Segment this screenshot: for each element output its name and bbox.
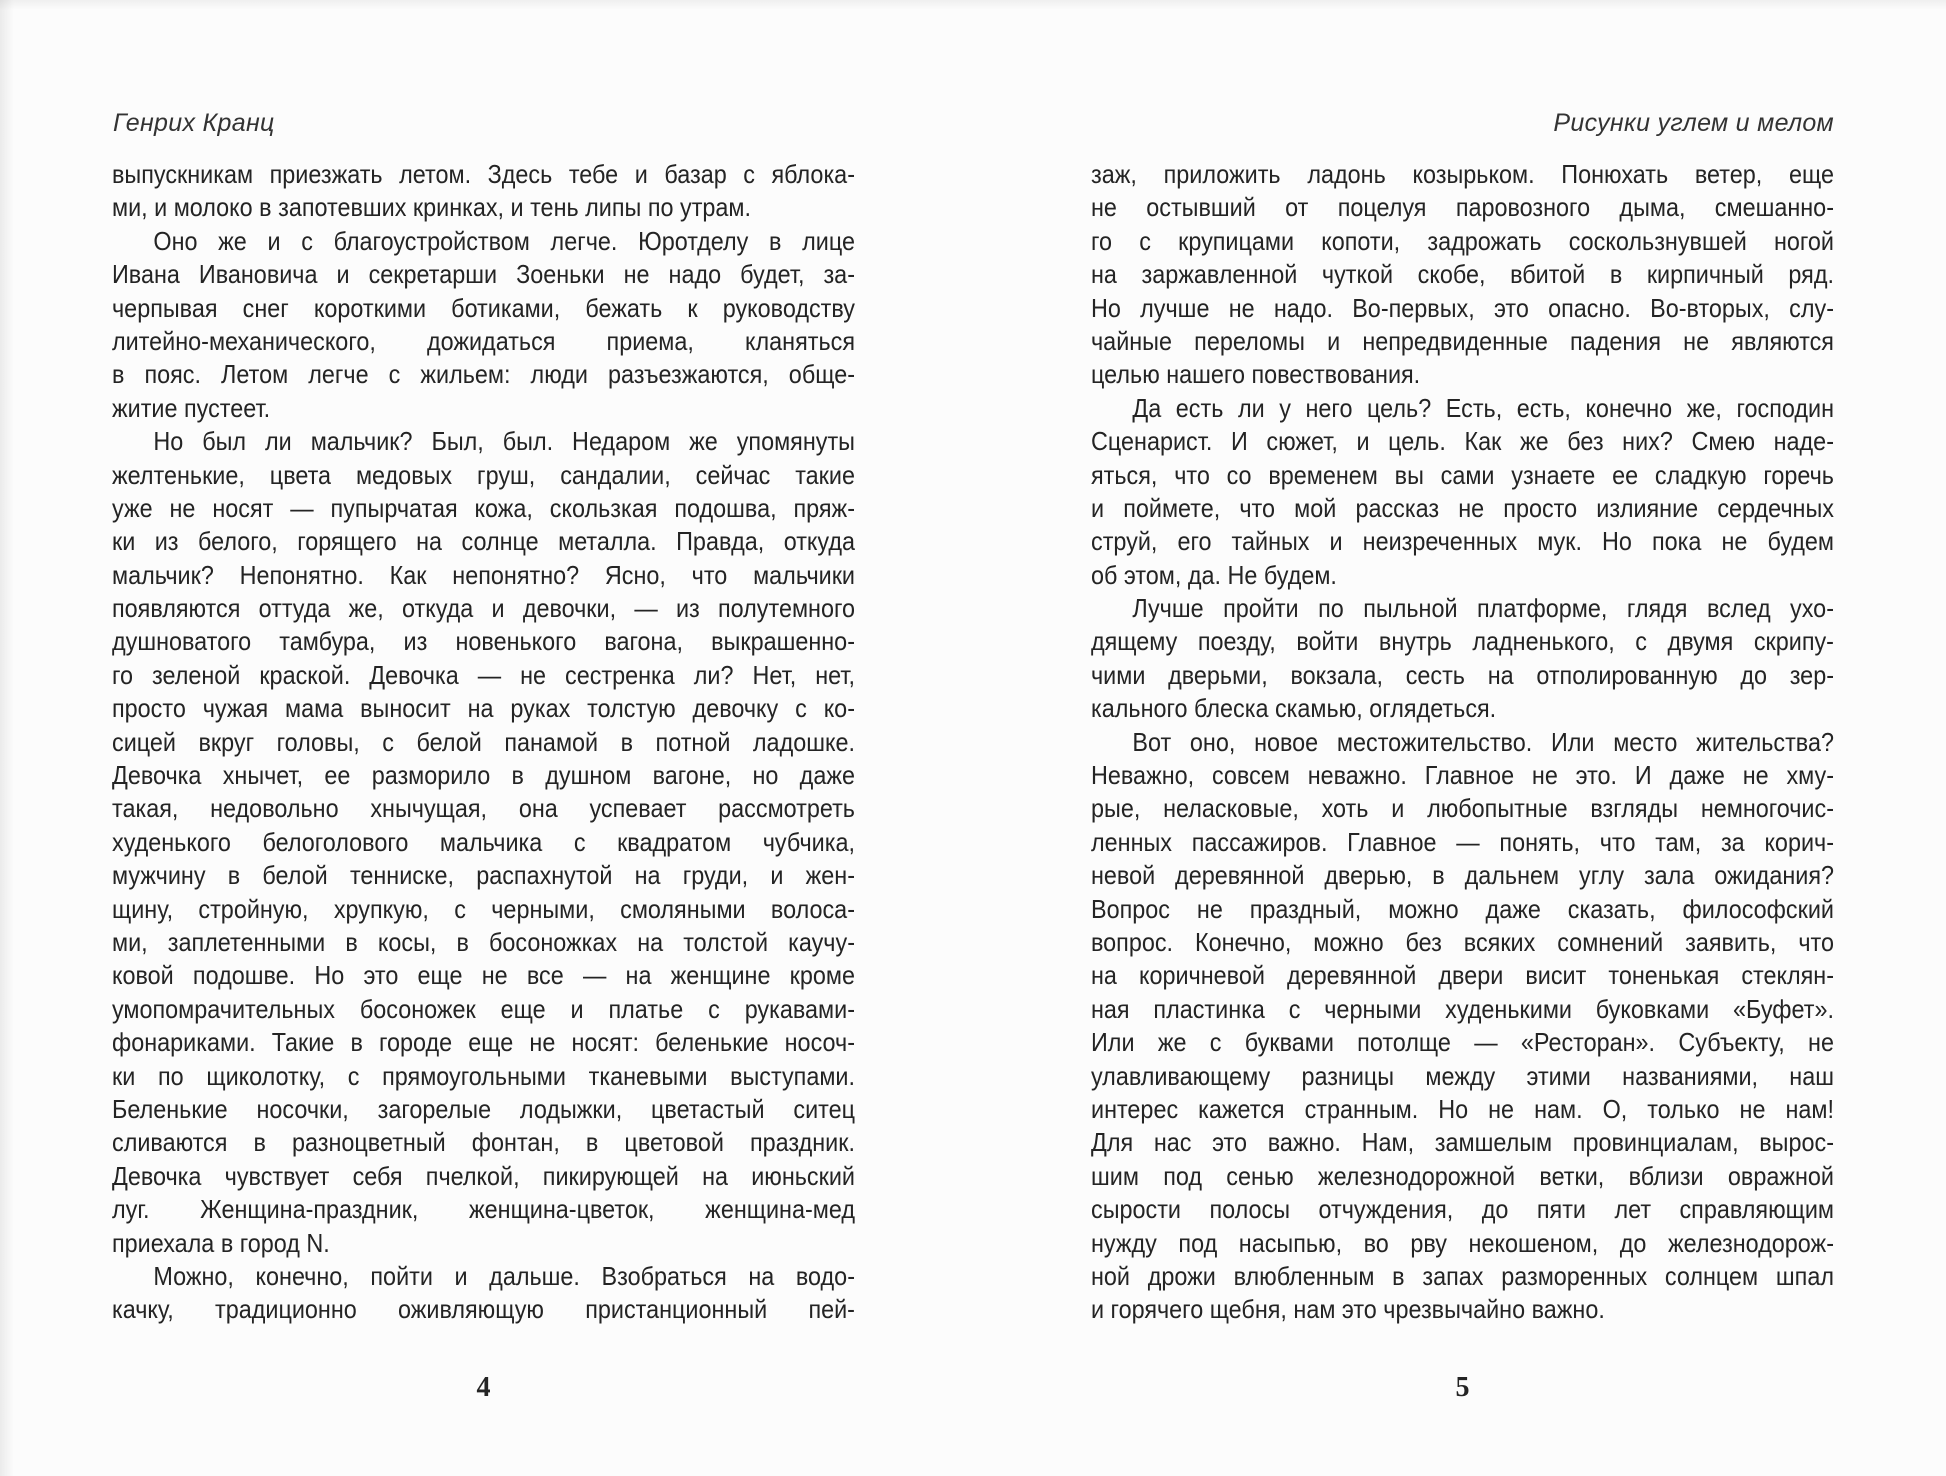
text-line: дящему поезду, войти внутрь ладненького, с двумя скрипу- <box>1091 626 1834 657</box>
text-line: заж, приложить ладонь козырьком. Понюхать ветер, еще <box>1091 159 1834 189</box>
text-line: Сценарист. И сюжет, и цель. Как же без них? Смею наде- <box>1091 426 1834 457</box>
text-line: улавливающему разницы между этими названиями, наш <box>1091 1060 1834 1091</box>
text-line: умопомрачительных босоножек еще и платье с рукавами- <box>112 993 855 1024</box>
text-line: Вот оно, новое местожительство. Или место жительства? <box>1132 726 1834 757</box>
text-line: в пояс. Летом легче с жильем: люди разъезжаются, обще- <box>112 359 855 390</box>
text-line: го зеленой краской. Девочка — не сестренка ли? Нет, нет, <box>112 659 855 690</box>
text-line: струй, его тайных и неизреченных мук. Но пока не будем <box>1091 526 1834 557</box>
text-line: чайные переломы и непредвиденные падения не являются <box>1091 325 1834 356</box>
text-line: Вопрос не праздный, можно даже сказать, философский <box>1091 893 1834 924</box>
text-line: выпускникам приезжать летом. Здесь тебе и базар с яблока- <box>112 159 855 189</box>
text-line: уже не носят — пупырчатая кожа, скользкая подошва, пряж- <box>112 492 855 523</box>
text-line: чими дверьми, вокзала, сесть на отполированную до зер- <box>1091 659 1834 690</box>
text-line: Лучше пройти по пыльной платформе, глядя вслед ухо- <box>1132 593 1834 624</box>
text-line: мальчик? Непонятно. Как непонятно? Ясно, что мальчики <box>112 559 855 590</box>
text-line: на заржавленной чуткой скобе, вбитой в кирпичный ряд. <box>1091 259 1834 290</box>
text-line: Но был ли мальчик? Был, был. Недаром же упомянуты <box>153 426 855 457</box>
text-line: луг. Женщина-праздник, женщина-цветок, женщина-мед <box>112 1194 855 1225</box>
text-line: черпывая снег короткими ботиками, бежать к руководству <box>112 292 855 323</box>
running-head-title: Рисунки углем и мелом <box>1553 109 1834 137</box>
text-line: мужчину в белой тенниске, распахнутой на груди, и жен- <box>112 860 855 891</box>
text-line: Беленькие носочки, загорелые лодыжки, цветастый ситец <box>112 1093 855 1124</box>
text-line: литейно-механического, дожидаться приема, кланяться <box>112 325 855 356</box>
text-line: яться, что со временем вы сами узнаете ее сладкую горечь <box>1091 459 1834 490</box>
text-line: на коричневой деревянной двери висит тоненькая стеклян- <box>1091 960 1834 991</box>
text-line: щину, стройную, хрупкую, с черными, смоляными волоса- <box>112 893 855 924</box>
text-line: ки по щиколотку, с прямоугольными тканевыми выступами. <box>112 1060 855 1091</box>
right-page-number: 5 <box>1455 1372 1470 1403</box>
text-line: Девочка чувствует себя пчелкой, пикирующей на июньский <box>112 1160 855 1191</box>
text-line: ми, и молоко в запотевших кринках, и тень липы по утрам. <box>112 192 752 223</box>
text-line: ковой подошве. Но это еще не все — на женщине кроме <box>112 960 855 991</box>
left-page-number: 4 <box>476 1372 491 1403</box>
text-line: ной дрожи влюбленным в запах разморенных солнцем шпал <box>1091 1260 1834 1291</box>
text-line: ки из белого, горящего на солнце металла. Правда, откуда <box>112 526 855 557</box>
text-line: желтенькие, цвета медовых груш, сандалии, сейчас такие <box>112 459 855 490</box>
text-line: такая, недовольно хнычущая, она успевает рассмотреть <box>112 793 855 824</box>
text-line: сицей вкруг головы, с белой панамой в потной ладошке. <box>112 726 855 757</box>
text-line: шим под сенью железнодорожной ветки, вблизи овражной <box>1091 1160 1834 1191</box>
text-line: кального блеска скамью, оглядеться. <box>1091 693 1497 724</box>
text-line: вопрос. Конечно, можно без всяких сомнений заявить, что <box>1091 926 1834 957</box>
text-line: фонариками. Такие в городе еще не носят: беленькие носоч- <box>112 1027 855 1058</box>
text-line: Девочка хнычет, ее разморило в душном вагоне, но даже <box>112 760 855 791</box>
text-line: нужду под насыпью, во рву некошеном, до железнодорож- <box>1091 1227 1834 1258</box>
text-line: об этом, да. Не будем. <box>1091 559 1337 590</box>
text-line: не остывший от поцелуя паровозного дыма, смешанно- <box>1091 192 1834 223</box>
text-line: Оно же и с благоустройством легче. Юротделу в лице <box>153 225 855 256</box>
text-line: невой деревянной дверью, в дальнем углу зала ожидания? <box>1091 860 1834 891</box>
text-line: житие пустеет. <box>112 392 271 423</box>
text-line: Неважно, совсем неважно. Главное не это. И даже не хму- <box>1091 760 1834 791</box>
text-line: Для нас это важно. Нам, замшелым провинциалам, вырос- <box>1091 1127 1834 1158</box>
running-head-author: Генрих Кранц <box>113 109 275 137</box>
text-line: Или же с буквами потолще — «Ресторан». Субъекту, не <box>1091 1027 1834 1058</box>
text-line: ная пластинка с черными худенькими буковками «Буфет». <box>1091 993 1834 1024</box>
text-line: Ивана Ивановича и секретарши Зоеньки не надо будет, за- <box>112 259 855 290</box>
left-page-text-column <box>112 158 855 1327</box>
text-line: и горячего щебня, нам это чрезвычайно важно. <box>1091 1294 1605 1325</box>
text-line: го с крупицами копоти, задрожать соскользнувшей ногой <box>1091 225 1834 256</box>
text-line: и поймете, что мой рассказ не просто излияние сердечных <box>1091 492 1834 523</box>
text-line: душноватого тамбура, из новенького вагона, выкрашенно- <box>112 626 855 657</box>
text-line: интерес кажется странным. Но не нам. О, только не нам! <box>1091 1093 1834 1124</box>
text-line: целью нашего повествования. <box>1091 359 1421 390</box>
text-line: просто чужая мама выносит на руках толстую девочку с ко- <box>112 693 855 724</box>
text-line: качку, традиционно оживляющую пристанционный пей- <box>112 1294 855 1325</box>
text-line: сырости полосы отчуждения, до пяти лет справляющим <box>1091 1194 1834 1225</box>
text-line: Но лучше не надо. Во-первых, это опасно. Во-вторых, слу- <box>1091 292 1834 323</box>
text-line: приехала в город N. <box>112 1227 330 1258</box>
text-line: ми, заплетенными в косы, в босоножках на толстой каучу- <box>112 926 855 957</box>
text-line: ленных пассажиров. Главное — понять, что там, за корич- <box>1091 826 1834 857</box>
text-line: рые, неласковые, хоть и любопытные взгляды немногочис- <box>1091 793 1834 824</box>
text-line: худенького белоголового мальчика с квадратом чубчика, <box>112 826 855 857</box>
text-line: Можно, конечно, пойти и дальше. Взобраться на водо- <box>153 1260 855 1291</box>
text-line: появляются оттуда же, откуда и девочки, — из полутемного <box>112 593 855 624</box>
text-line: Да есть ли у него цель? Есть, есть, конечно же, господин <box>1132 392 1834 423</box>
text-line: сливаются в разноцветный фонтан, в цветовой праздник. <box>112 1127 855 1158</box>
right-page-text-column <box>1091 158 1834 1327</box>
